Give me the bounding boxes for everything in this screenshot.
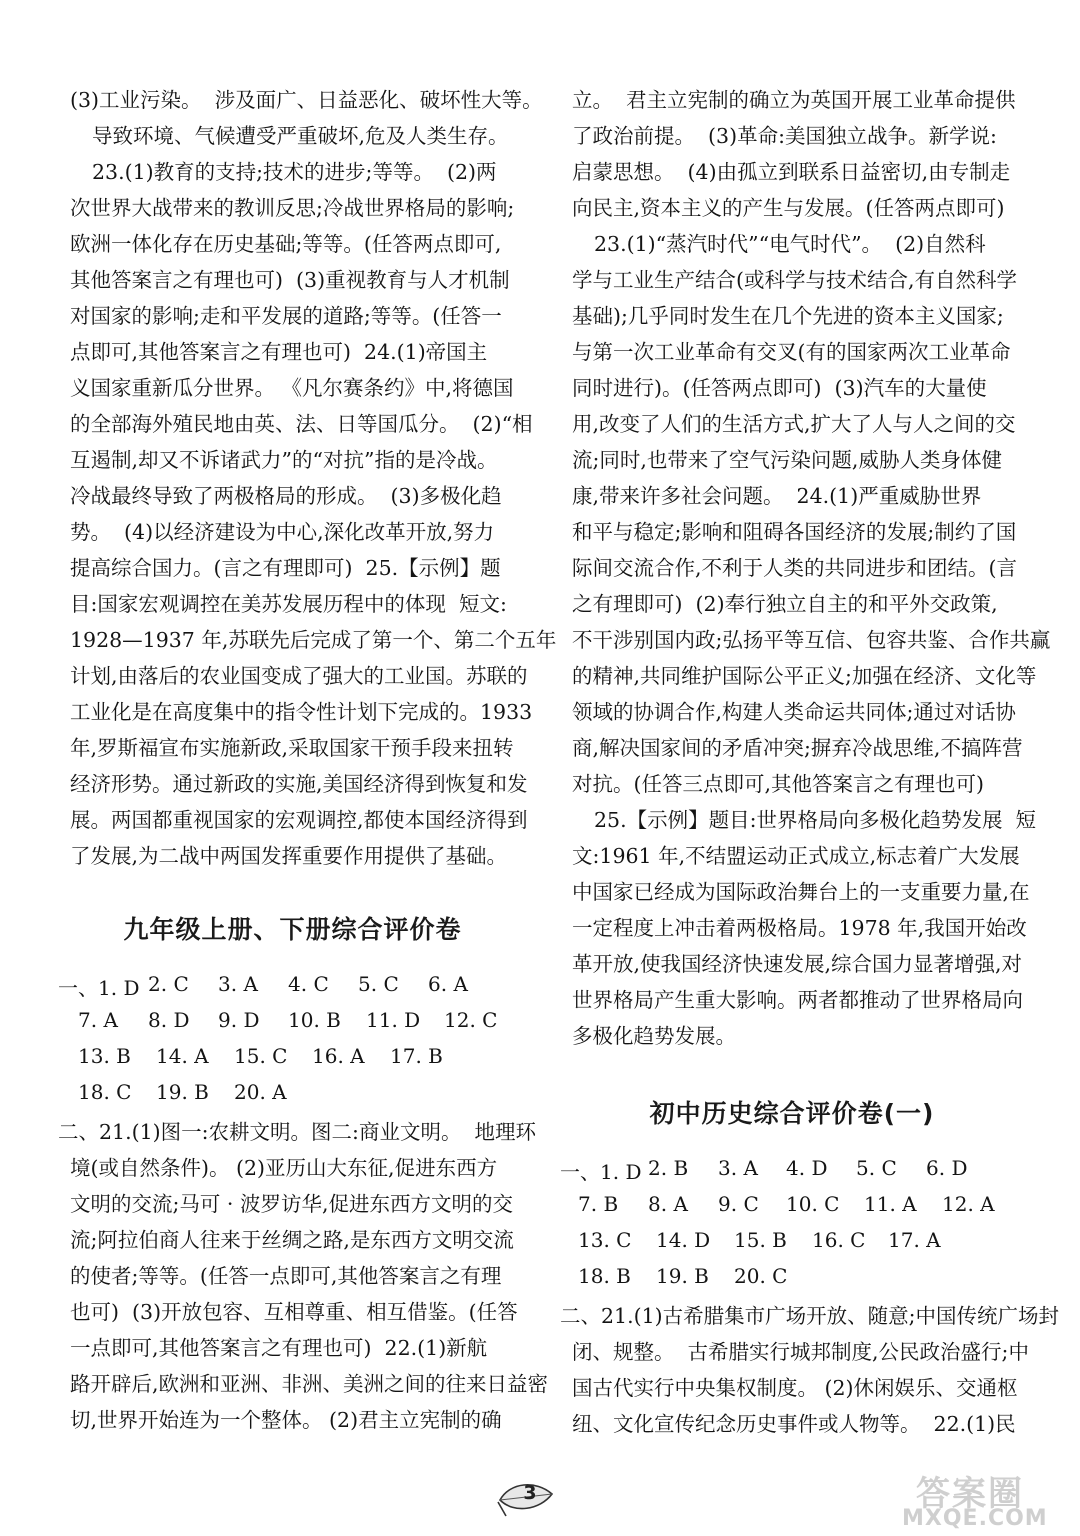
text-line: 国古代实行中央集权制度。 (2)休闲娱乐、交通枢 bbox=[572, 1376, 1018, 1400]
watermark bbox=[896, 1466, 1076, 1534]
text-line: 工业化是在高度集中的指令性计划下完成的。1933 bbox=[70, 700, 533, 724]
text-line: 二、21.(1)图一:农耕文明。图二:商业文明。 地理环 bbox=[58, 1120, 536, 1144]
text-line: 欧洲一体化存在历史基础;等等。(任答两点即可, bbox=[70, 232, 502, 256]
answer: 9. C bbox=[718, 1192, 759, 1216]
answer-row bbox=[70, 1080, 515, 1108]
text-line: 际间交流合作,不利于人类的共同进步和团结。(言 bbox=[572, 556, 1018, 580]
answer: 19. B bbox=[656, 1264, 709, 1288]
text-line: 1928—1937 年,苏联先后完成了第一个、第二个五年 bbox=[70, 628, 557, 652]
text-line: 不干涉别国内政;弘扬平等互信、包容共鉴、合作共赢 bbox=[572, 628, 1051, 652]
text-line: 切,世界开始连为一个整体。 (2)君主立宪制的确 bbox=[70, 1408, 502, 1432]
text-line: 一定程度上冲击着两极格局。1978 年,我国开始改 bbox=[572, 916, 1027, 940]
answer: 14. D bbox=[656, 1228, 711, 1252]
answer: 18. C bbox=[78, 1080, 132, 1104]
answer: 一、1. D bbox=[560, 1160, 642, 1184]
text-line: 了发展,为二战中两国发挥重要作用提供了基础。 bbox=[70, 844, 508, 868]
answer: 5. C bbox=[856, 1156, 897, 1180]
text-line: 向民主,资本主义的产生与发展。(任答两点即可) bbox=[572, 196, 1005, 220]
answer: 17. A bbox=[888, 1228, 941, 1252]
text-line: 23.(1)“蒸汽时代”“电气时代”。 (2)自然科 bbox=[594, 232, 986, 256]
text-line: 点即可,其他答案言之有理也可) 24.(1)帝国主 bbox=[70, 340, 488, 364]
answer: 9. D bbox=[218, 1008, 260, 1032]
text-line: 闭、规整。 古希腊实行城邦制度,公民政治盛行;中 bbox=[572, 1340, 1029, 1364]
answer-row bbox=[572, 1228, 1012, 1256]
section-title: 初中历史综合评价卷(一) bbox=[649, 1099, 935, 1128]
text-line: 中国家已经成为国际政治舞台上的一支重要力量,在 bbox=[572, 880, 1030, 904]
text-line: 与第一次工业革命有交叉(有的国家两次工业革命 bbox=[572, 340, 1011, 364]
answer-row bbox=[572, 1192, 1012, 1220]
text-line: 目:国家宏观调控在美苏发展历程中的体现 短文: bbox=[70, 592, 507, 616]
text-line: 展。两国都重视国家的宏观调控,都使本国经济得到 bbox=[70, 808, 528, 832]
text-line: 年,罗斯福宣布实施新政,采取国家干预手段来扭转 bbox=[70, 736, 514, 760]
answer: 4. D bbox=[786, 1156, 828, 1180]
answer-row bbox=[58, 972, 515, 1000]
text-line: 对国家的影响;走和平发展的道路;等等。(任答一 bbox=[70, 304, 502, 328]
text-line: 基础);几乎同时发生在几个先进的资本主义国家; bbox=[572, 304, 1004, 328]
answer: 2. B bbox=[648, 1156, 689, 1180]
text-line: 世界格局产生重大影响。两者都推动了世界格局向 bbox=[572, 988, 1023, 1012]
text-line: 23.(1)教育的支持;技术的进步;等等。 (2)两 bbox=[92, 160, 497, 184]
text-line: 二、21.(1)古希腊集市广场开放、随意;中国传统广场封 bbox=[560, 1304, 1060, 1328]
text-line: 冷战最终导致了两极格局的形成。 (3)多极化趋 bbox=[70, 484, 502, 508]
answer-row bbox=[560, 1156, 1012, 1184]
text-line: 路开辟后,欧洲和亚洲、非洲、美洲之间的往来日益密 bbox=[70, 1372, 549, 1396]
text-line: (3)工业污染。 涉及面广、日益恶化、破坏性大等。 bbox=[70, 88, 543, 112]
answer-row bbox=[572, 1264, 1012, 1292]
text-line: 商,解决国家间的矛盾冲突;摒弃冷战思维,不搞阵营 bbox=[572, 736, 1023, 760]
text-line: 立。 君主立宪制的确立为英国开展工业革命提供 bbox=[572, 88, 1016, 112]
answer: 15. C bbox=[234, 1044, 288, 1068]
answer: 19. B bbox=[156, 1080, 209, 1104]
answer: 3. A bbox=[218, 972, 258, 996]
answer: 3. A bbox=[718, 1156, 758, 1180]
text-line: 的全部海外殖民地由英、法、日等国瓜分。 (2)“相 bbox=[70, 412, 533, 436]
text-line: 学与工业生产结合(或科学与技术结合,有自然科学 bbox=[572, 268, 1018, 292]
answer: 10. C bbox=[786, 1192, 840, 1216]
text-line: 多极化趋势发展。 bbox=[572, 1024, 736, 1048]
answer: 12. C bbox=[444, 1008, 498, 1032]
answer: 一、1. D bbox=[58, 976, 140, 1000]
answer: 13. B bbox=[78, 1044, 131, 1068]
text-line: 势。 (4)以经济建设为中心,深化改革开放,努力 bbox=[70, 520, 495, 544]
text-line: 革开放,使我国经济快速发展,综合国力显著增强,对 bbox=[572, 952, 1023, 976]
text-line: 纽、文化宣传纪念历史事件或人物等。 22.(1)民 bbox=[572, 1412, 1016, 1436]
answer: 4. C bbox=[288, 972, 329, 996]
answer: 11. D bbox=[366, 1008, 421, 1032]
text-line: 计划,由落后的农业国变成了强大的工业国。苏联的 bbox=[70, 664, 528, 688]
text-line: 其他答案言之有理也可) (3)重视教育与人才机制 bbox=[70, 268, 510, 292]
answer: 10. B bbox=[288, 1008, 341, 1032]
text-line: 的精神,共同维护国际公平正义;加强在经济、文化等 bbox=[572, 664, 1037, 688]
answer-row bbox=[70, 1044, 515, 1072]
text-line: 文明的交流;马可 · 波罗访华,促进东西方文明的交 bbox=[70, 1192, 513, 1216]
answer: 15. B bbox=[734, 1228, 787, 1252]
text-line: 领域的协调合作,构建人类命运共同体;通过对话协 bbox=[572, 700, 1016, 724]
text-line: 之有理即可) (2)奉行独立自主的和平外交政策, bbox=[572, 592, 998, 616]
text-line: 次世界大战带来的教训反思;冷战世界格局的影响; bbox=[70, 196, 515, 220]
text-line: 启蒙思想。 (4)由孤立到联系日益密切,由专制走 bbox=[572, 160, 1011, 184]
answer: 5. C bbox=[358, 972, 399, 996]
text-line: 经济形势。通过新政的实施,美国经济得到恢复和发 bbox=[70, 772, 528, 796]
text-line: 导致环境、气候遭受严重破坏,危及人类生存。 bbox=[92, 124, 509, 148]
text-line: 对抗。(任答三点即可,其他答案言之有理也可) bbox=[572, 772, 985, 796]
answer: 6. D bbox=[926, 1156, 968, 1180]
answer: 2. C bbox=[148, 972, 189, 996]
answer: 14. A bbox=[156, 1044, 209, 1068]
answer: 16. C bbox=[812, 1228, 866, 1252]
text-line: 了政治前提。 (3)革命:美国独立战争。新学说: bbox=[572, 124, 997, 148]
answer: 8. A bbox=[648, 1192, 688, 1216]
text-line: 用,改变了人们的生活方式,扩大了人与人之间的交 bbox=[572, 412, 1016, 436]
answer-row bbox=[70, 1008, 515, 1036]
text-line: 流;同时,也带来了空气污染问题,威胁人类身体健 bbox=[572, 448, 1002, 472]
answer: 12. A bbox=[942, 1192, 995, 1216]
text-line: 流;阿拉伯商人往来于丝绸之路,是东西方文明交流 bbox=[70, 1228, 514, 1252]
answer: 20. C bbox=[734, 1264, 788, 1288]
text-line: 义国家重新瓜分世界。 《凡尔赛条约》中,将德国 bbox=[70, 376, 514, 400]
text-line: 25.【示例】题目:世界格局向多极化趋势发展 短 bbox=[594, 808, 1037, 832]
answer: 18. B bbox=[578, 1264, 631, 1288]
answer: 7. A bbox=[78, 1008, 118, 1032]
text-line: 同时进行)。(任答两点即可) (3)汽车的大量使 bbox=[572, 376, 987, 400]
text-line: 也可) (3)开放包容、互相尊重、相互借鉴。(任答 bbox=[70, 1300, 518, 1324]
text-line: 一点即可,其他答案言之有理也可) 22.(1)新航 bbox=[70, 1336, 488, 1360]
page-number: 3 bbox=[523, 1482, 537, 1504]
text-line: 文:1961 年,不结盟运动正式成立,标志着广大发展 bbox=[572, 844, 1020, 868]
answer: 13. C bbox=[578, 1228, 632, 1252]
text-line: 的使者;等等。(任答一点即可,其他答案言之有理 bbox=[70, 1264, 502, 1288]
section-title: 九年级上册、下册综合评价卷 bbox=[123, 915, 462, 944]
answer: 6. A bbox=[428, 972, 468, 996]
text-line: 境(或自然条件)。 (2)亚历山大东征,促进东西方 bbox=[70, 1156, 498, 1180]
answer: 17. B bbox=[390, 1044, 443, 1068]
answer: 8. D bbox=[148, 1008, 190, 1032]
watermark-url: MXQE.COM bbox=[902, 1506, 1048, 1531]
text-line: 提高综合国力。(言之有理即可) 25.【示例】题 bbox=[70, 556, 501, 580]
watermark-title: 答案圈 bbox=[916, 1474, 1024, 1514]
answer: 16. A bbox=[312, 1044, 365, 1068]
text-line: 康,带来许多社会问题。 24.(1)严重威胁世界 bbox=[572, 484, 982, 508]
text-line: 和平与稳定;影响和阻碍各国经济的发展;制约了国 bbox=[572, 520, 1017, 544]
answer: 11. A bbox=[864, 1192, 917, 1216]
answer: 20. A bbox=[234, 1080, 287, 1104]
text-line: 互遏制,却又不诉诸武力”的“对抗”指的是冷战。 bbox=[70, 448, 498, 472]
answer: 7. B bbox=[578, 1192, 619, 1216]
